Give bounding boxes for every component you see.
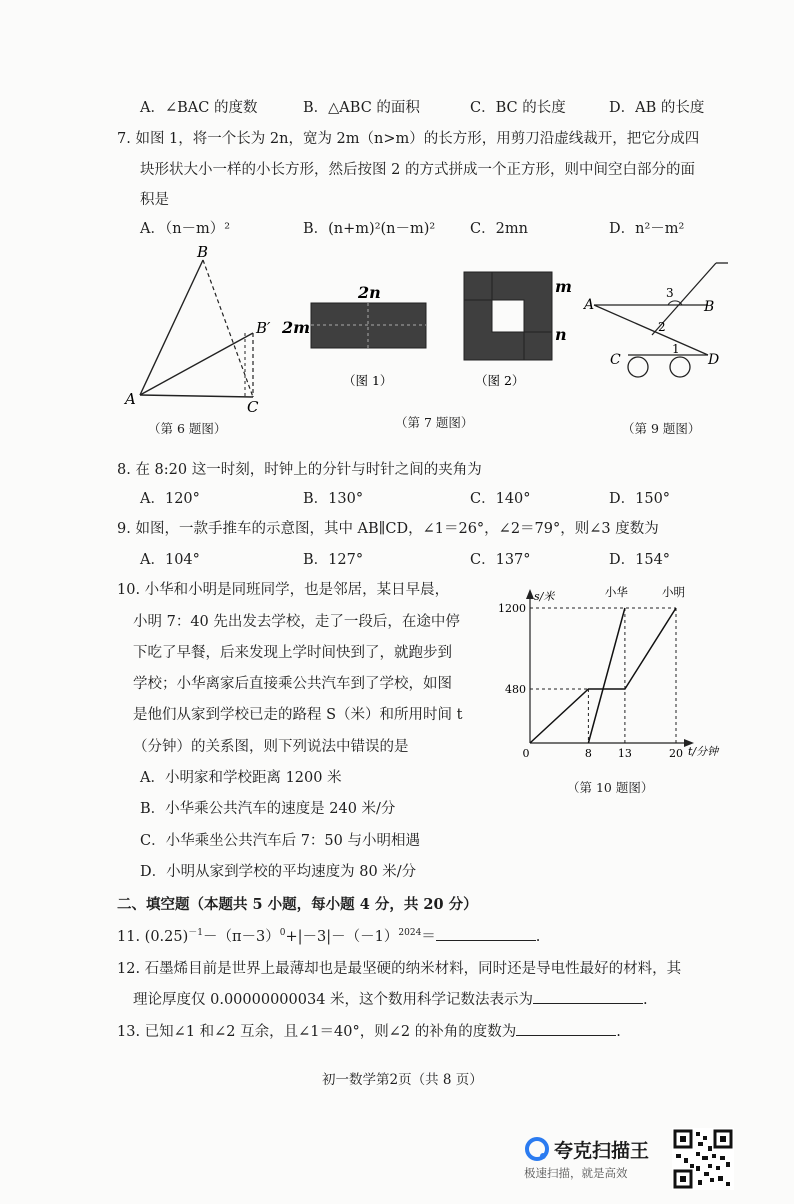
q8-option-a: A．120° xyxy=(140,491,200,507)
fig7-label-2n: 2n xyxy=(358,283,381,302)
figure-7 xyxy=(278,270,572,420)
fig10-x-label: t/分钟 xyxy=(688,745,719,758)
q8-option-b: B．130° xyxy=(303,491,364,507)
figure-10-caption: （第 10 题图） xyxy=(567,780,654,795)
q9-option-b: B．127° xyxy=(303,552,364,568)
fig10-series xyxy=(530,608,676,743)
line-ad xyxy=(594,305,708,355)
q11-exp1: －1 xyxy=(188,928,204,939)
scanner-watermark xyxy=(522,1134,668,1184)
q11-part3: +|－3|－（－1） xyxy=(285,929,399,945)
fig10-line-xiaoming xyxy=(530,608,676,743)
q10-line4: 学校；小华离家后直接乘公共汽车到了学校，如图 xyxy=(133,676,452,692)
q6-option-d: D．AB 的长度 xyxy=(609,100,705,116)
q12-line2: 理论厚度仅 0.00000000034 米，这个数用科学记数法表示为 xyxy=(133,992,534,1008)
q11-exp2: 0 xyxy=(279,928,286,939)
fig10-x-tick-0: 0 xyxy=(522,747,530,760)
fig10-y-tick-480: 480 xyxy=(505,683,526,696)
q7-option-d: D．n²－m² xyxy=(609,221,685,237)
q10-option-b: B．小华乘公共汽车的速度是 240 米/分 xyxy=(140,801,396,817)
q10-line2: 小明 7：40 先出发去学校，走了一段后，在途中停 xyxy=(133,614,460,630)
fig10-series-label-xiaoming: 小明 xyxy=(662,585,685,599)
q10-line1: 10. 小华和小明是同班同学，也是邻居，某日早晨， xyxy=(117,582,450,598)
q11-answer-blank[interactable] xyxy=(436,926,536,941)
segment-ab-prime xyxy=(140,333,253,395)
watermark-slogan: 极速扫描，就是高效 xyxy=(524,1166,628,1180)
q9-option-d: D．154° xyxy=(609,552,671,568)
q13-answer-blank[interactable] xyxy=(516,1021,616,1036)
q12-end: . xyxy=(643,992,648,1008)
q9-stem: 9. 如图，一款手推车的示意图，其中 AB∥CD，∠1＝26°，∠2＝79°，则∠3 度数为 xyxy=(117,521,659,537)
q7-option-b: B．(n+m)²(n－m)² xyxy=(303,221,436,237)
fig10-series-label-xiaohua: 小华 xyxy=(604,585,628,599)
q12-line1: 12. 石墨烯目前是世界上最薄却也是最坚硬的纳米材料，同时还是导电性最好的材料，其 xyxy=(117,961,682,977)
figure-9 xyxy=(580,255,740,385)
q10-option-c: C．小华乘坐公共汽车后 7：50 与小明相遇 xyxy=(140,833,420,849)
q7-stem-line3: 积是 xyxy=(140,192,169,208)
fig10-x-tick-13: 13 xyxy=(617,747,632,760)
q7-option-c: C．2mn xyxy=(470,221,528,237)
q11 xyxy=(117,925,540,946)
fig7-label-2m: 2m xyxy=(282,318,311,337)
q12-answer-blank[interactable] xyxy=(533,989,643,1004)
fig9-label-a: A xyxy=(584,297,595,313)
q10-line6: （分钟）的关系图，则下列说法中错误的是 xyxy=(133,739,409,755)
q7-stem-line2: 块形状大小一样的小长方形，然后按图 2 的方式拼成一个正方形，则中间空白部分的面 xyxy=(140,162,695,178)
fig9-label-2: 2 xyxy=(658,320,666,334)
q11-part2: －（π－3） xyxy=(203,929,280,945)
label-c: C xyxy=(247,398,259,416)
q6-option-b: B．△ABC 的面积 xyxy=(303,100,420,116)
fig9-label-1: 1 xyxy=(672,342,680,356)
q11-equals: ＝ xyxy=(421,929,436,945)
q6-option-a: A．∠BAC 的度数 xyxy=(140,100,258,116)
fig9-label-d: D xyxy=(708,352,720,368)
q9-option-a: A．104° xyxy=(140,552,200,568)
fig10-y-label: s/米 xyxy=(534,590,555,603)
fig10-x-tick-8: 8 xyxy=(584,747,592,760)
q10-line5: 是他们从家到学校已走的路程 S（米）和所用时间 t xyxy=(133,707,463,723)
wheel-right xyxy=(670,357,690,377)
q10-option-d: D．小明从家到学校的平均速度为 80 米/分 xyxy=(140,864,417,880)
wheel-left xyxy=(628,357,648,377)
fig10-line-xiaohua xyxy=(588,608,625,743)
figure-6 xyxy=(115,240,290,440)
fig10-x-tick-20: 20 xyxy=(669,747,683,760)
q13-end: . xyxy=(616,1024,621,1040)
label-b: B xyxy=(197,243,209,261)
watermark-name: 夸克扫描王 xyxy=(554,1140,650,1162)
quark-logo-icon xyxy=(524,1136,550,1162)
figure-10-chart xyxy=(490,585,730,770)
fig10-y-arrow xyxy=(526,589,534,599)
q12-line2-wrap xyxy=(133,988,648,1009)
segment-ab xyxy=(140,260,203,395)
fig7-label-n: n xyxy=(555,325,567,344)
q11-end: . xyxy=(535,929,541,945)
fig7-sub1: （图 1） xyxy=(343,373,393,388)
qr-code-icon xyxy=(672,1128,734,1190)
q8-option-d: D．150° xyxy=(609,491,671,507)
q13-wrap xyxy=(117,1020,621,1041)
q6-option-c: C．BC 的长度 xyxy=(470,100,566,116)
q10-option-a: A．小明家和学校距离 1200 米 xyxy=(140,770,342,786)
q13-text: 13. 已知∠1 和∠2 互余，且∠1＝40°，则∠2 的补角的度数为 xyxy=(117,1024,517,1040)
q11-part1: 11. (0.25) xyxy=(117,929,189,945)
fig7-sub2: （图 2） xyxy=(475,373,525,388)
q7-option-a: A．（n－m）² xyxy=(140,221,231,237)
q7-stem-line1: 7. 如图 1，将一个长为 2n，宽为 2m（n>m）的长方形，用剪刀沿虚线裁开，把它分成四 xyxy=(117,131,700,147)
section-2-heading: 二、填空题（本题共 5 小题，每小题 4 分，共 20 分） xyxy=(117,896,478,913)
page-footer: 初一数学第2页（共 8 页） xyxy=(322,1072,483,1088)
q8-option-c: C．140° xyxy=(470,491,531,507)
q11-exp3: 2024 xyxy=(398,928,422,939)
label-a: A xyxy=(125,390,136,408)
q8-stem: 8. 在 8:20 这一时刻，时钟上的分针与时针之间的夹角为 xyxy=(117,462,482,478)
figure-6-caption: （第 6 题图） xyxy=(148,421,227,436)
figure-9-caption: （第 9 题图） xyxy=(622,421,701,436)
q9-option-c: C．137° xyxy=(470,552,531,568)
fig9-label-c: C xyxy=(610,352,621,368)
fig9-label-b: B xyxy=(704,299,715,315)
fig10-y-tick-1200: 1200 xyxy=(498,602,526,615)
q10-line3: 下吃了早餐，后来发现上学时间快到了，就跑步到 xyxy=(133,645,452,661)
figure-7-caption: （第 7 题图） xyxy=(395,415,474,430)
segment-ac xyxy=(140,395,253,397)
fig7-center-hole xyxy=(492,300,524,332)
label-b-prime: B′ xyxy=(256,319,271,337)
fig9-label-3: 3 xyxy=(666,286,674,300)
fig7-label-m: m xyxy=(555,277,572,296)
